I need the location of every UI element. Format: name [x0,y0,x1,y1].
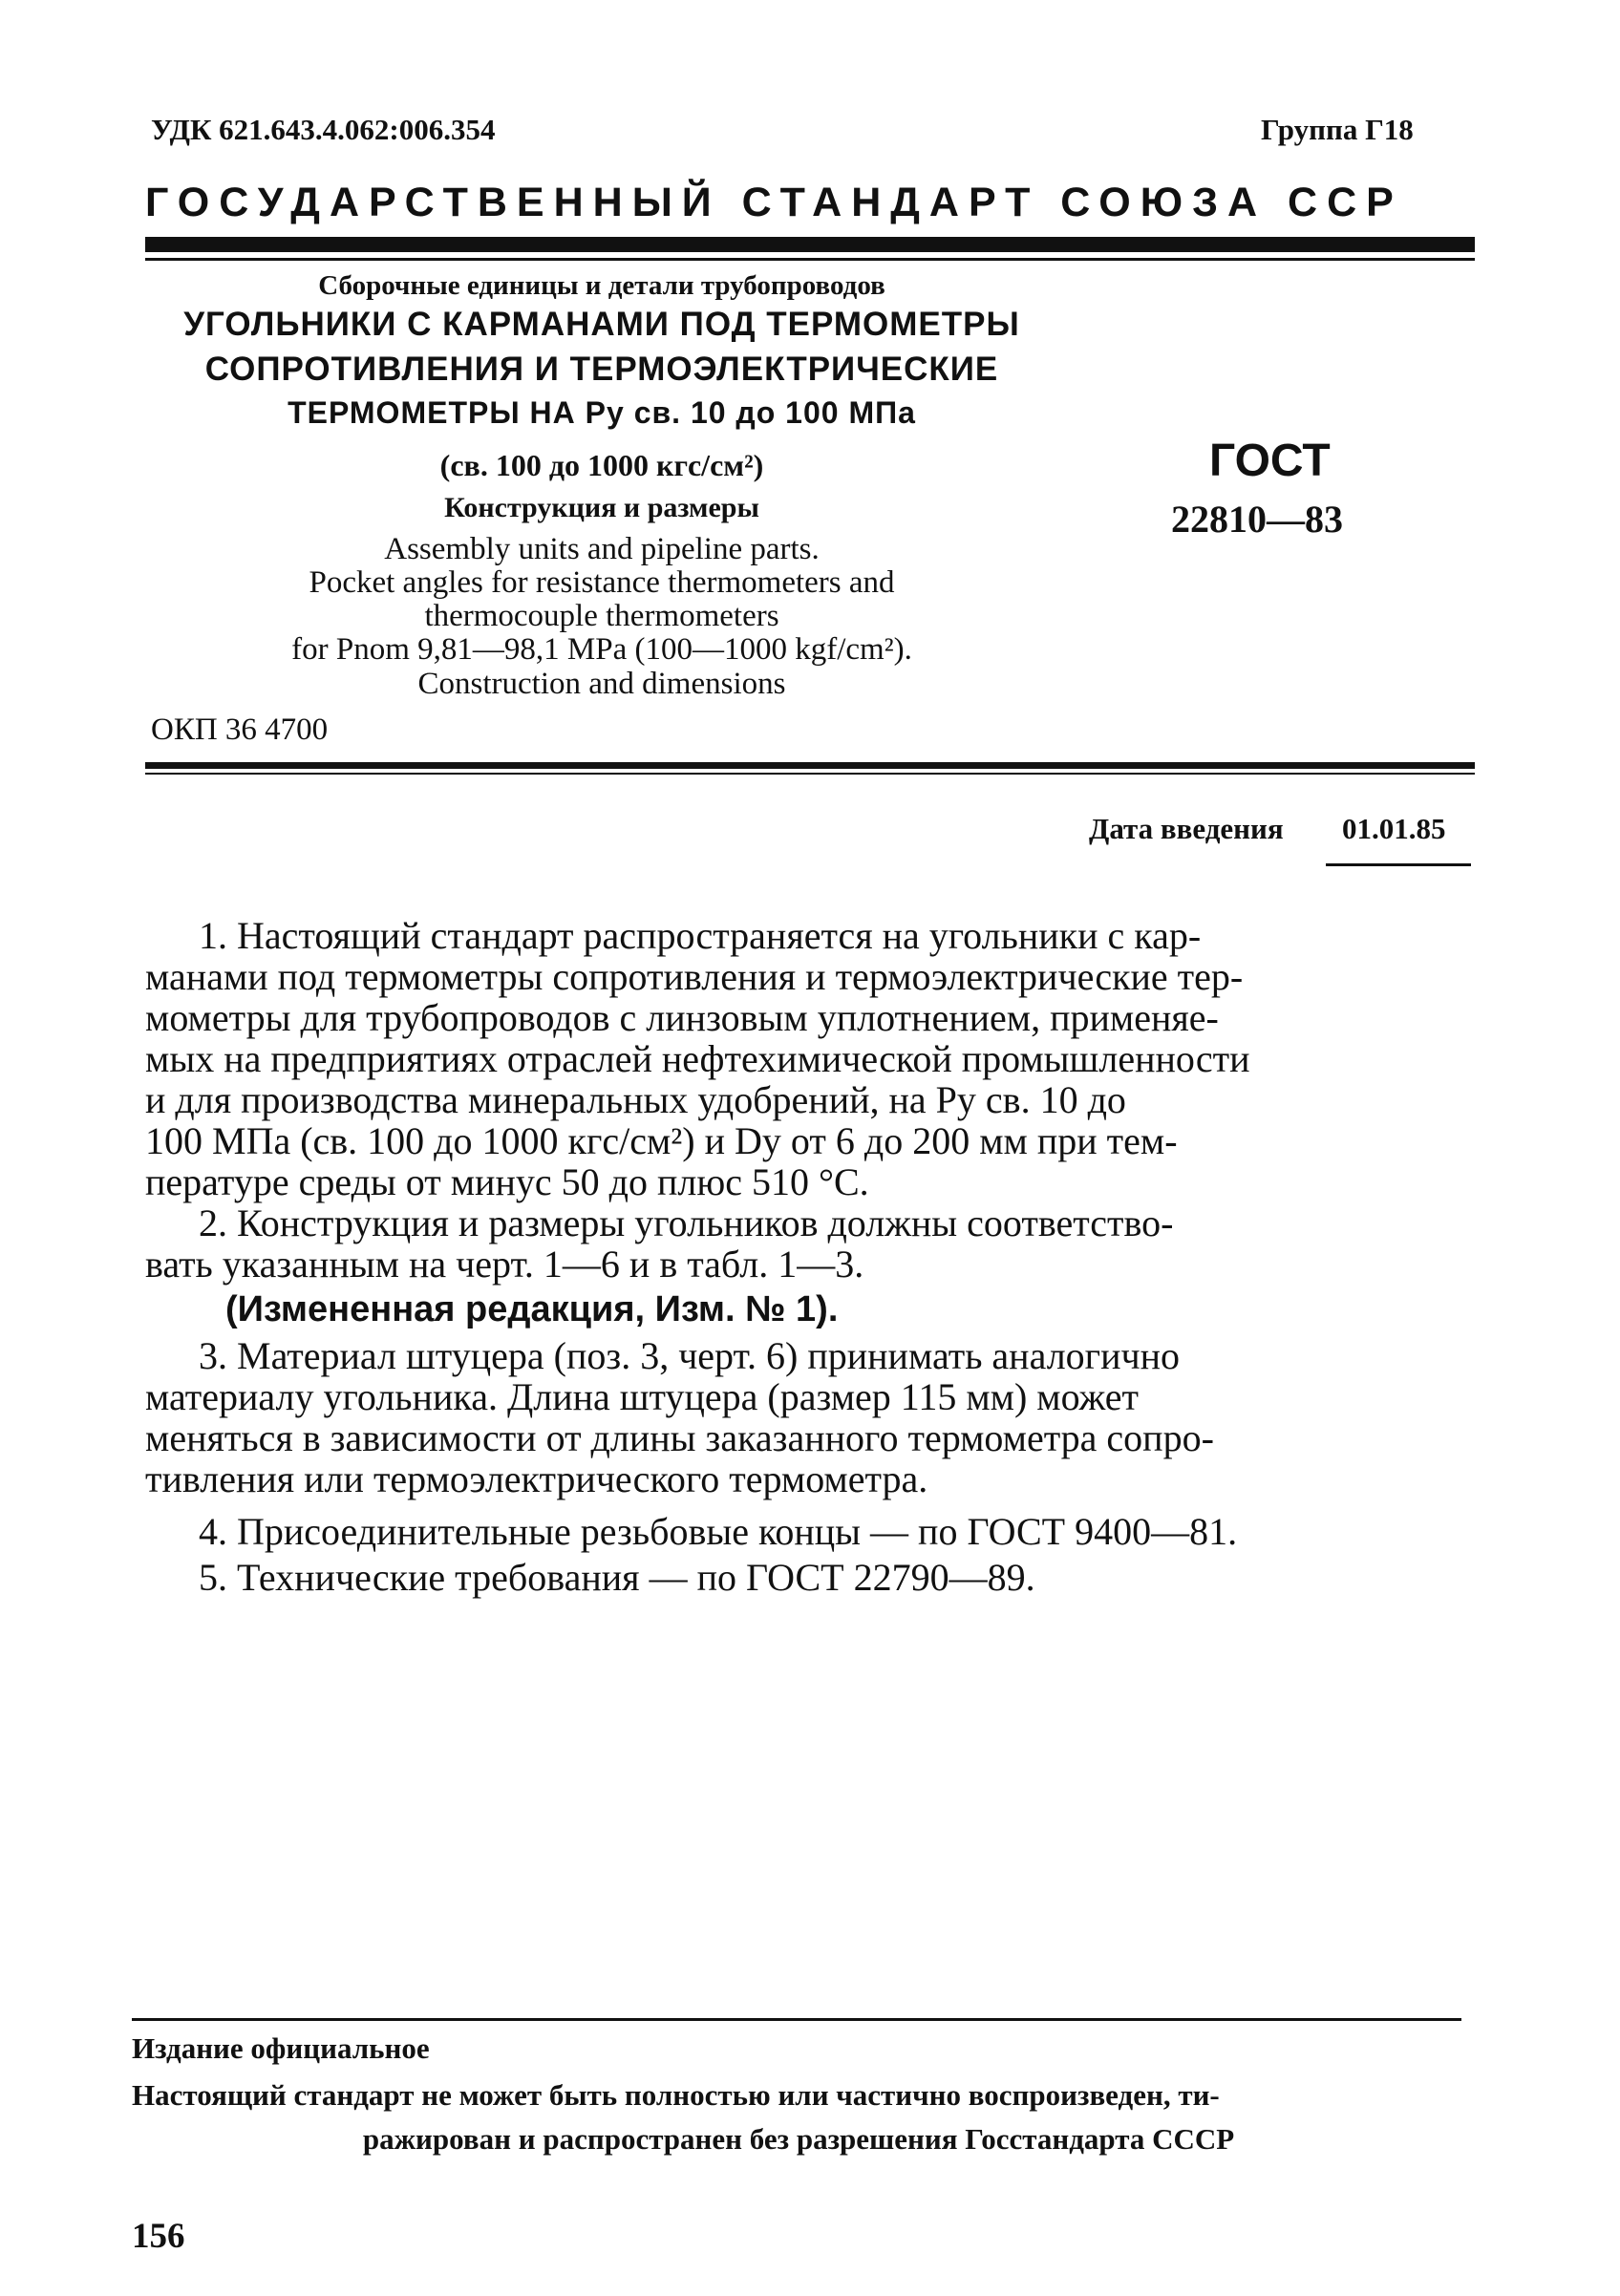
group-code: Группа Г18 [1261,113,1414,146]
gost-label: ГОСТ [1209,436,1331,486]
paragraph-1-line: пературе среды от минус 50 до плюс 510 °С. [145,1160,869,1203]
construction-subtitle: Конструкция и размеры [444,492,759,523]
copyright-notice-line-1: Настоящий стандарт не может быть полностью или частично воспроизведен, ти- [132,2078,1220,2112]
date-underline [1326,863,1471,866]
paragraph-1-line: 100 МПа (св. 100 до 1000 кгс/см²) и Dу от 6 до 200 мм при тем- [145,1119,1178,1162]
paragraph-1-line: мометры для трубопроводов с линзовым уплотнением, применяе- [145,996,1219,1039]
subsection-title: Сборочные единицы и детали трубопроводов [318,270,885,301]
udk-code: УДК 621.643.4.062:006.354 [151,113,496,146]
paragraph-3-line: тивления или термоэлектрического термометра. [145,1457,928,1500]
amendment-note: (Измененная редакция, Изм. № 1). [225,1289,839,1329]
paragraph-1-line [199,915,1475,956]
paragraph-3-line: 3. Материал штуцера (поз. 3, черт. 6) принимать аналогично [199,1334,1180,1377]
title-line-1: УГОЛЬНИКИ С КАРМАНАМИ ПОД ТЕРМОМЕТРЫ [183,306,1020,343]
paragraph-4: 4. Присоединительные резьбовые концы — по ГОСТ 9400—81. [199,1510,1238,1553]
paragraph-2-line: вать указанным на черт. 1—6 и в табл. 1—3. [145,1243,864,1286]
english-title-line: Assembly units and pipeline parts. [384,532,820,566]
title-line-2: СОПРОТИВЛЕНИЯ И ТЕРМОЭЛЕКТРИЧЕСКИЕ [204,351,999,388]
copyright-notice-line-2: ражирован и распространен без разрешения Госстандарта СССР [362,2122,1235,2156]
english-title-line: Pocket angles for resistance thermometers and [309,565,895,600]
paragraph-3-line: меняться в зависимости от длины заказанного термометра сопро- [145,1416,1214,1459]
effective-date-value: 01.01.85 [1342,812,1446,845]
paragraph-1-line: манами под термометры сопротивления и термоэлектрические тер- [145,955,1244,998]
okp-code: ОКП 36 4700 [151,712,329,747]
effective-date-label: Дата введения [1089,812,1284,845]
paragraph-1-line: мых на предприятиях отраслей нефтехимической промышленности [145,1037,1250,1080]
footer-rule [132,2018,1461,2021]
header-rule-thick [145,237,1475,252]
page-number: 156 [132,2217,185,2256]
paragraph-3-line: материалу угольника. Длина штуцера (размер 115 мм) может [145,1375,1139,1418]
paragraph-1-line: и для производства минеральных удобрений, на Pу св. 10 до [145,1078,1126,1121]
section-rule-thin [145,773,1475,775]
paragraph-5: 5. Технические требования — по ГОСТ 22790—89. [199,1556,1035,1599]
english-title-line: for Pnom 9,81—98,1 MPa (100—1000 kgf/cm²). [291,632,912,667]
section-rule-thick [145,762,1475,769]
title-line-3: ТЕРМОМЕТРЫ НА Pу св. 10 до 100 МПа [288,395,916,430]
english-title-line: thermocouple thermometers [424,599,779,633]
english-title-line: Construction and dimensions [417,667,786,701]
paragraph-2-line: 2. Конструкция и размеры угольников должны соответство- [199,1201,1174,1244]
gost-number: 22810—83 [1171,498,1343,541]
paragraph-text: 1. Настоящий стандарт распространяется на угольники с кар- [199,914,1202,957]
header-rule-thin [145,258,1475,261]
state-standard-heading: ГОСУДАРСТВЕННЫЙ СТАНДАРТ СОЮЗА ССР [145,180,1403,225]
pressure-range: (св. 100 до 1000 кгс/см²) [439,448,764,482]
official-edition-label: Издание официальное [132,2031,430,2065]
